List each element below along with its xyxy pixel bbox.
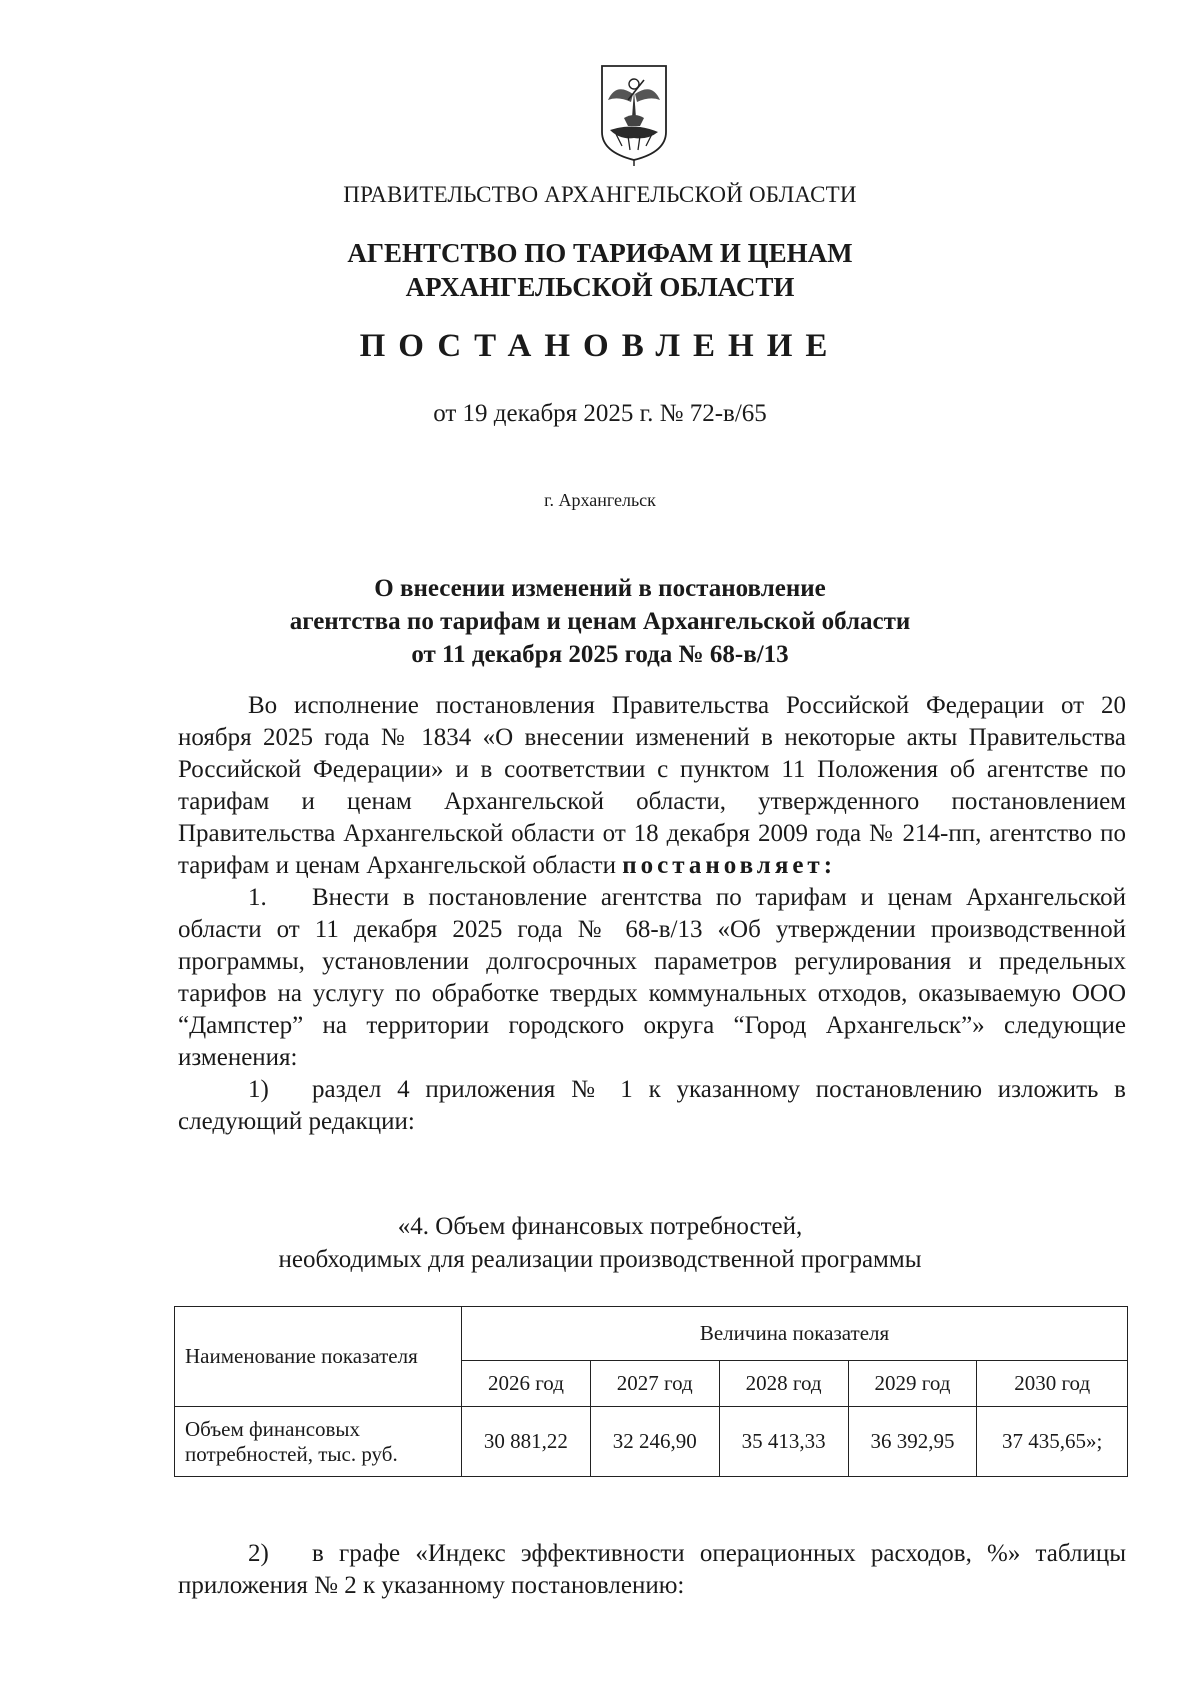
subitem-2-block (178, 1538, 1126, 1602)
agency-name (0, 236, 1200, 304)
agency-name-line1: АГЕНТСТВО ПО ТАРИФАМ И ЦЕНАМ (347, 238, 853, 268)
subitem-1-number: 1) (248, 1076, 269, 1103)
value-cell-2030: 37 435,65»; (977, 1407, 1128, 1477)
year-header-2027: 2027 год (590, 1361, 719, 1407)
value-cell-2026: 30 881,22 (462, 1407, 591, 1477)
section-4-title-line2: необходимых для реализации производственной программы (278, 1246, 922, 1273)
subitem-2-number: 2) (248, 1540, 269, 1567)
section-4-title (0, 1210, 1200, 1276)
section-4-title-line1: «4. Объем финансовых потребностей, (397, 1213, 803, 1240)
item-1-number: 1. (248, 884, 267, 911)
preamble-text: Во исполнение постановления Правительства Российской Федерации от 20 ноября 2025 года № 1834 «О внесении изменений в некоторые акты Правительства Российской Федерации» и в соответствии с пунктом 11 Положения об агентстве по тарифам и ценам Архангельской области, утвержденного постановлением Правительства Архангельской области от 18 декабря 2009 года № 214-пп, агентство по тарифам и ценам Архангельской области (178, 692, 1126, 879)
document-date-number: от 19 декабря 2025 г. № 72-в/65 (433, 400, 767, 427)
subitem-1-paragraph (178, 1074, 1126, 1138)
item-1-paragraph (178, 882, 1126, 1074)
table-row (175, 1407, 1128, 1477)
year-header-2028: 2028 год (719, 1361, 848, 1407)
year-header-2026: 2026 год (462, 1361, 591, 1407)
year-header-2029: 2029 год (848, 1361, 977, 1407)
subject-line3: от 11 декабря 2025 года № 68-в/13 (411, 641, 789, 668)
government-name: ПРАВИТЕЛЬСТВО АРХАНГЕЛЬСКОЙ ОБЛАСТИ (343, 182, 857, 207)
preamble-paragraph (178, 690, 1126, 882)
row-name-cell: Объем финансовых потребностей, тыс. руб. (175, 1407, 462, 1477)
coat-of-arms-emblem (598, 60, 670, 168)
item-1-text: Внести в постановление агентства по тарифам и ценам Архангельской области от 11 декабря 2025 года № 68-в/13 «Об утверждении производственной программы, установлении долгосрочных параметров регулирования и предельных тарифов на услугу по обработке твердых коммунальных отходов, оказываемую ООО “Дампстер” на территории городского округа “Город Архангельск”» следующие изменения: (178, 884, 1126, 1071)
document-subject (0, 572, 1200, 671)
subitem-1-text: раздел 4 приложения № 1 к указанному постановлению изложить в следующий редакции: (178, 1076, 1126, 1135)
indicator-name-header: Наименование показателя (175, 1307, 462, 1407)
table-header-row (175, 1307, 1128, 1361)
subitem-2-paragraph (178, 1538, 1126, 1602)
agency-name-line2: АРХАНГЕЛЬСКОЙ ОБЛАСТИ (405, 272, 795, 302)
indicator-value-header: Величина показателя (462, 1307, 1128, 1361)
subject-line2: агентства по тарифам и ценам Архангельской области (289, 608, 911, 635)
value-cell-2028: 35 413,33 (719, 1407, 848, 1477)
document-city: г. Архангельск (544, 490, 656, 510)
document-type-title: ПОСТАНОВЛЕНИЕ (359, 328, 841, 364)
value-cell-2029: 36 392,95 (848, 1407, 977, 1477)
subitem-2-text: в графе «Индекс эффективности операционных расходов, %» таблицы приложения № 2 к указанному постановлению: (178, 1540, 1126, 1599)
subject-line1: О внесении изменений в постановление (374, 575, 826, 602)
financial-needs-table (174, 1306, 1128, 1477)
value-cell-2027: 32 246,90 (590, 1407, 719, 1477)
decree-word: постановляет: (622, 852, 837, 879)
document-body (178, 690, 1126, 1138)
year-header-2030: 2030 год (977, 1361, 1128, 1407)
